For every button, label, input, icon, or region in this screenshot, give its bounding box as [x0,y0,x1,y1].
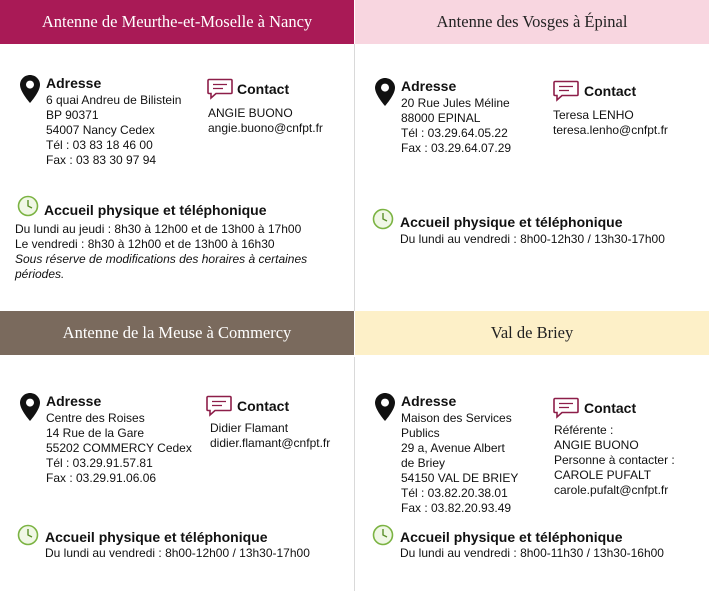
text-line: ANGIE BUONO [554,438,639,452]
text-line: Le vendredi : 8h30 à 12h00 et de 13h00 à 16h30 [15,237,275,251]
text-line: BP 90371 [46,108,99,122]
text-line: Tél : 03.29.64.05.22 [401,126,508,140]
header-vosges [355,0,709,44]
text-line: Du lundi au jeudi : 8h30 à 12h00 et de 13h00 à 17h00 [15,222,302,236]
header-meuse [0,311,354,355]
text-line: Personne à contacter : [554,453,675,467]
text-line: Du lundi au vendredi : 8h00-11h30 / 13h30-16h00 [400,546,664,560]
text-line: ANGIE BUONO [208,106,293,120]
contact-label: Contact [584,83,637,99]
text-line: Référente : [554,423,614,437]
panel-title: Antenne de la Meuse à Commercy [62,323,292,342]
text-line: Sous réserve de modifications des horaires à certaines [15,252,308,266]
location-pin-icon [20,393,40,421]
panel-title: Antenne des Vosges à Épinal [436,12,628,31]
hours-label: Accueil physique et téléphonique [44,202,267,218]
contact-label: Contact [237,398,290,414]
panel-nancy [0,0,354,311]
speech-bubble-icon [206,395,232,417]
text-line: Didier Flamant [210,421,289,435]
text-line: Tél : 03.82.20.38.01 [401,486,508,500]
address-lines [401,96,511,156]
contact-lines [553,108,668,138]
text-line: CAROLE PUFALT [554,468,652,482]
panel-title: Val de Briey [490,323,574,342]
text-line: 55202 COMMERCY Cedex [46,441,192,455]
text-line: 88000 EPINAL [401,111,481,125]
contact-lines [210,421,330,451]
text-line: de Briey [401,456,446,470]
address-lines [401,411,518,516]
text-line: Maison des Services [401,411,512,425]
text-line: Fax : 03.29.64.07.29 [401,141,512,155]
hours-note [15,252,307,282]
contact-label: Contact [584,400,637,416]
panel-title: Antenne de Meurthe-et-Moselle à Nancy [41,12,313,31]
address-lines [46,411,192,486]
text-line: Du lundi au vendredi : 8h00-12h30 / 13h30-17h00 [400,232,665,246]
hours-label: Accueil physique et téléphonique [45,529,268,545]
panel-meuse [0,311,354,591]
text-line: 54007 Nancy Cedex [46,123,155,137]
text-line: Du lundi au vendredi : 8h00-12h00 / 13h30-17h00 [45,546,310,560]
hours-lines [15,222,307,282]
text-line: teresa.lenho@cnfpt.fr [553,123,668,137]
text-line: 29 a, Avenue Albert [401,441,505,455]
text-line: 20 Rue Jules Méline [401,96,510,110]
text-line: didier.flamant@cnfpt.fr [210,436,331,450]
location-pin-icon [375,393,395,421]
header-nancy [0,0,354,44]
address-label: Adresse [401,78,457,94]
hours-lines [45,546,310,561]
hours-label: Accueil physique et téléphonique [400,214,623,230]
address-label: Adresse [46,393,102,409]
speech-bubble-icon [553,397,579,419]
text-line: 6 quai Andreu de Bilistein [46,93,182,107]
hours-lines [400,546,664,561]
text-line: angie.buono@cnfpt.fr [208,121,323,135]
speech-bubble-icon [207,78,233,100]
text-line: Teresa LENHO [553,108,634,122]
location-pin-icon [20,75,40,103]
text-line: périodes. [15,267,65,281]
text-line: Tél : 03.29.91.57.81 [46,456,153,470]
clock-icon [372,524,394,546]
panel-briey [355,311,709,591]
clock-icon [17,524,39,546]
contact-lines [554,423,675,498]
location-pin-icon [375,78,395,106]
text-line: Fax : 03 83 30 97 94 [46,153,157,167]
hours-lines [400,232,665,247]
contact-label: Contact [237,81,290,97]
contact-lines [208,106,323,136]
text-line: Fax : 03.29.91.06.06 [46,471,157,485]
text-line: Centre des Roises [46,411,145,425]
header-briey [355,311,709,355]
speech-bubble-icon [553,80,579,102]
text-line: Fax : 03.82.20.93.49 [401,501,512,515]
text-line: carole.pufalt@cnfpt.fr [554,483,669,497]
panel-vosges [355,0,709,311]
clock-icon [372,208,394,230]
hours-label: Accueil physique et téléphonique [400,529,623,545]
text-line: 14 Rue de la Gare [46,426,145,440]
text-line: Publics [401,426,440,440]
text-line: Tél : 03 83 18 46 00 [46,138,153,152]
address-lines [46,93,181,168]
text-line: 54150 VAL DE BRIEY [401,471,519,485]
address-label: Adresse [46,75,102,91]
address-label: Adresse [401,393,457,409]
clock-icon [17,195,39,217]
